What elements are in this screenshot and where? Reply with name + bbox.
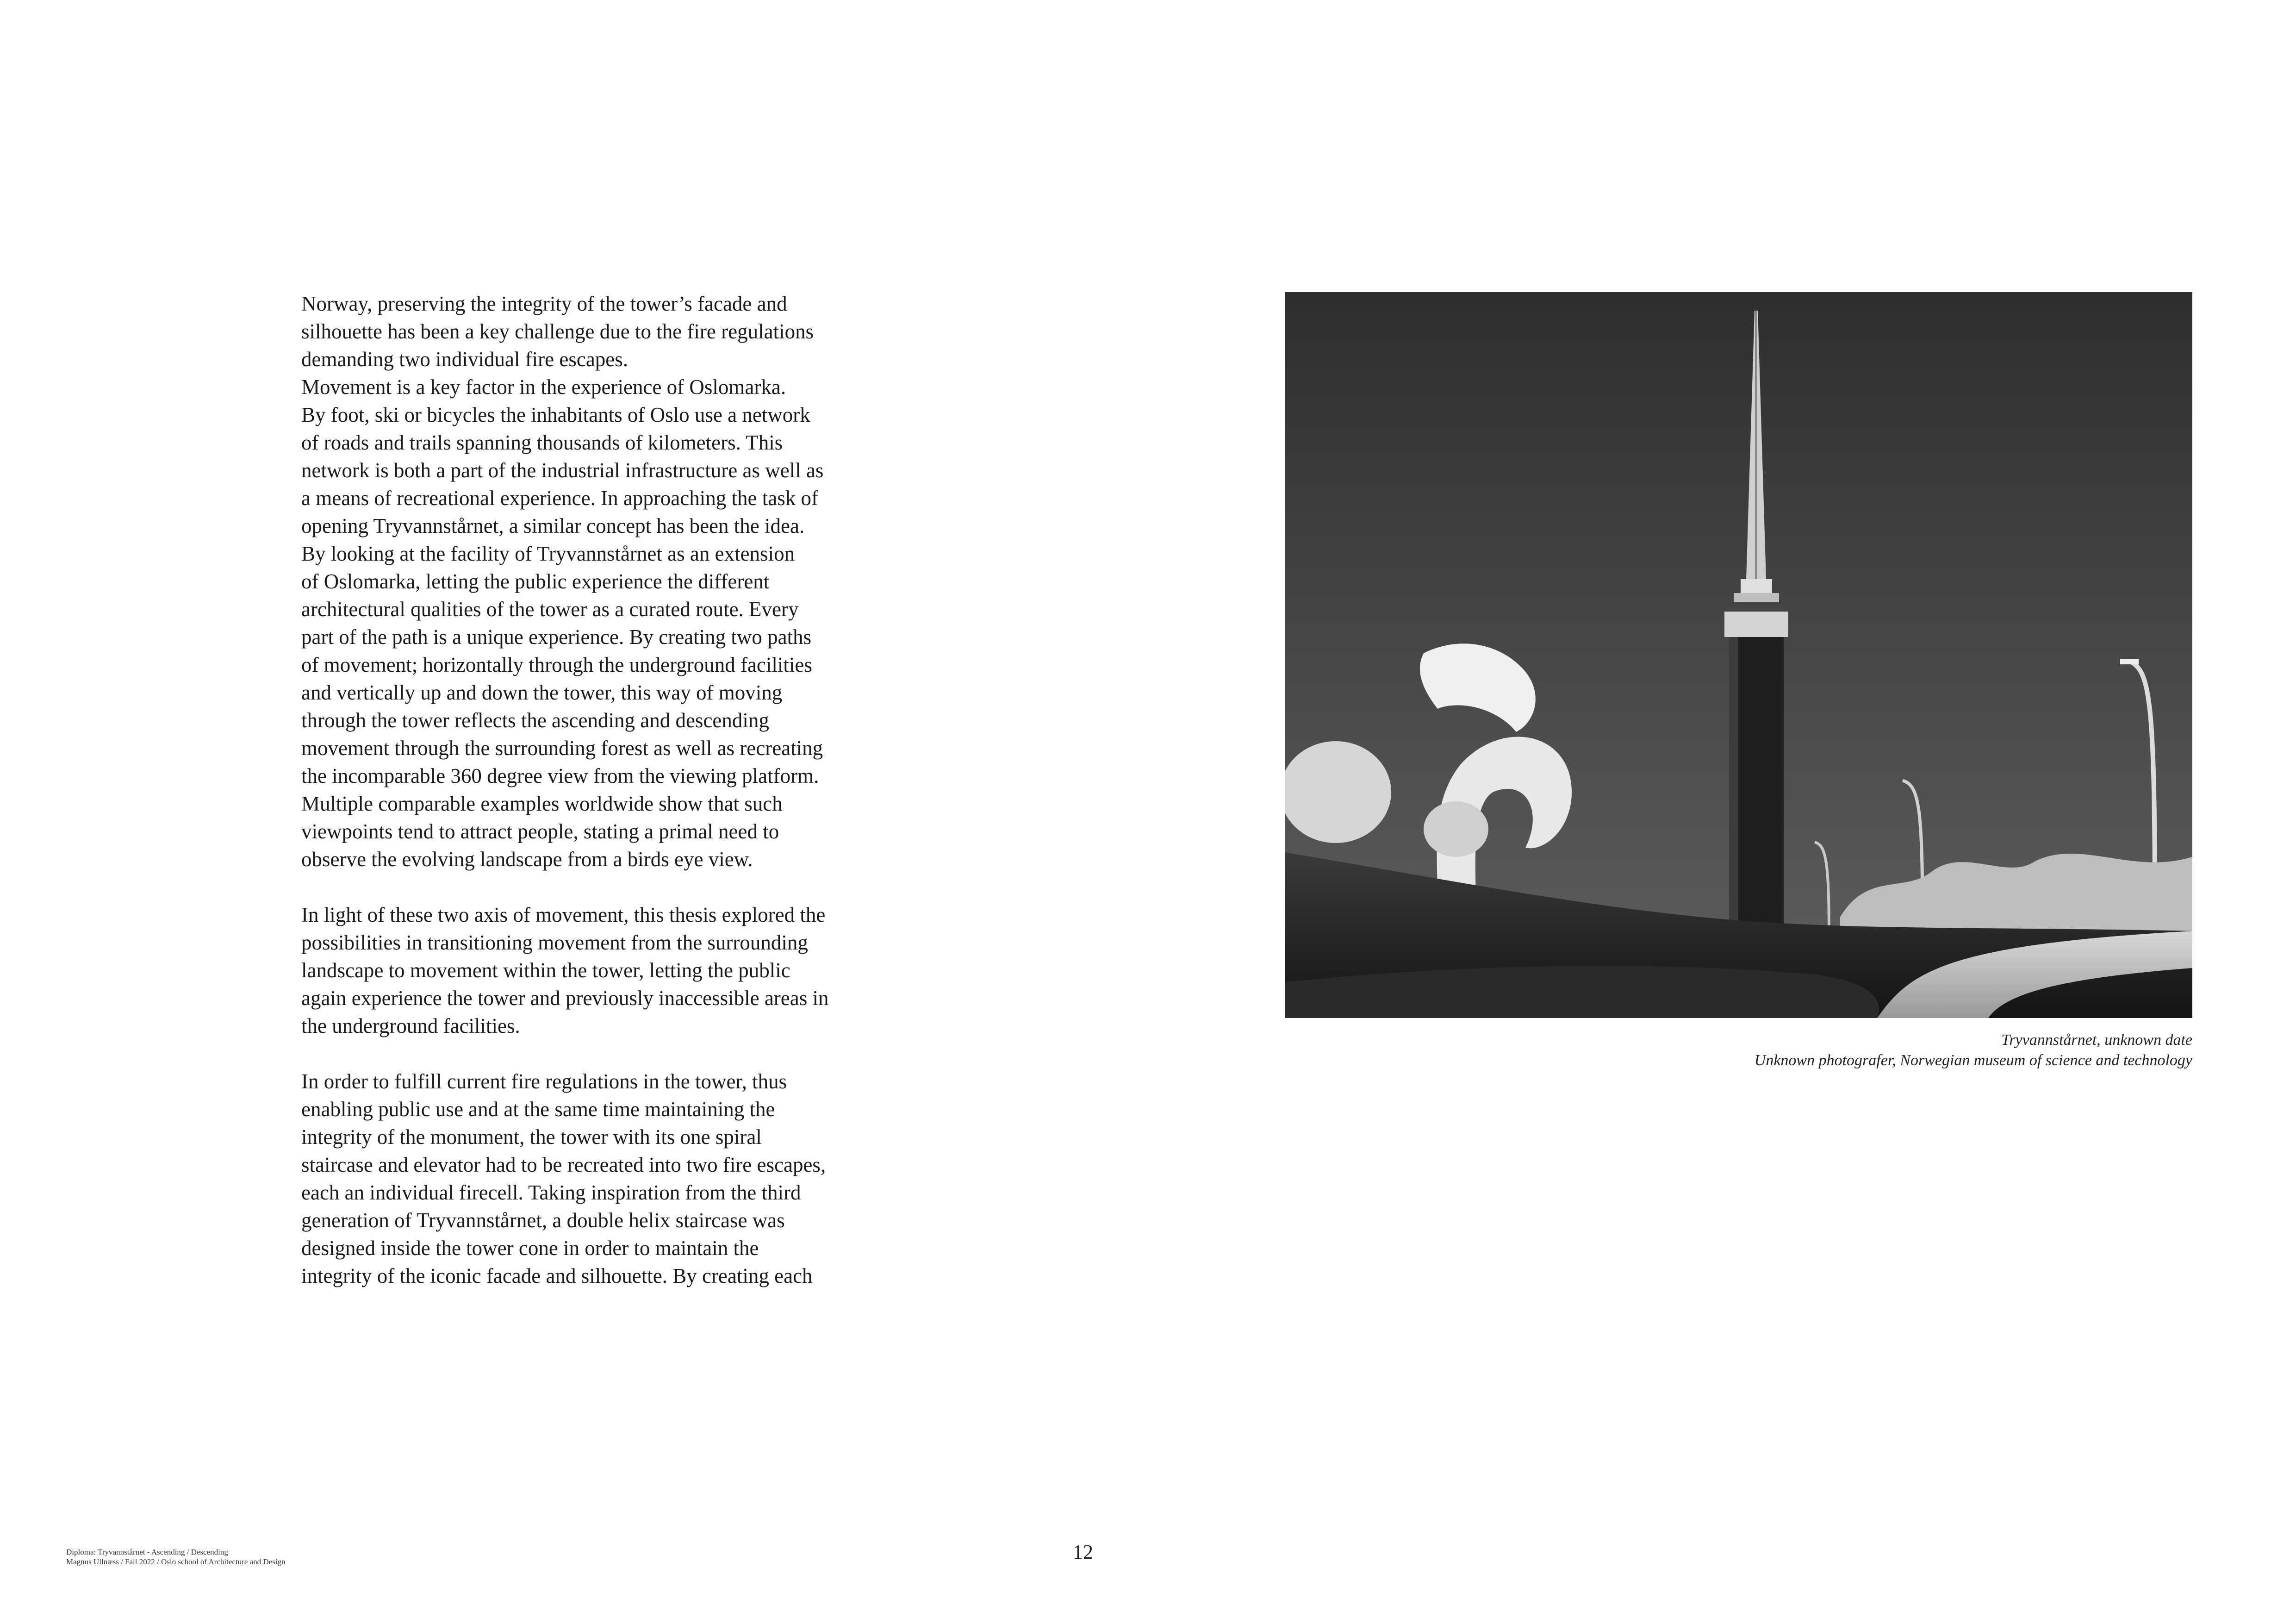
- body-text-column: [301, 290, 880, 1318]
- caption-credit: Unknown photografer, Norwegian museum of science and technology: [1754, 1052, 2192, 1069]
- body-paragraph-3: In order to fulfill current fire regulations in the tower, thus enabling public use and at the same time maintaining the integrity of the monument, the tower with its one spiral staircase and elevator had to be recreated into two fire escapes, each an individual firecell. Taking inspiration from the third generation of Tryvannstårnet, a double helix staircase was designed inside the tower cone in order to maintain the integrity of the iconic facade and silhouette. By creating each: [301, 1070, 826, 1287]
- body-paragraph-1: Norway, preserving the integrity of the tower’s facade and silhouette has been a key challenge due to the fire regulations demanding two individual fire escapes. Movement is a key factor in the experience of Oslomarka. By foot, ski or bicycles the inhabitants of Oslo use a network of roads and trails spanning thousands of kilometers. This network is both a part of the industrial infrastructure as well as a means of recreational experience. In approaching the task of opening Tryvannstårnet, a similar concept has been the idea. By looking at the facility of Tryvannstårnet as an extension of Oslomarka, letting the public experience the different architectural qualities of the tower as a curated route. Every part of the path is a unique experience. By creating two paths of movement; horizontally through the underground facilities and vertically up and down the tower, this way of moving through the tower reflects the ascending and descending movement through the surrounding forest as well as recreating the incomparable 360 degree view from the viewing platform. Multiple comparable examples worldwide show that such viewpoints tend to attract people, stating a primal need to observe the evolving landscape from a birds eye view.: [301, 292, 824, 871]
- footer-project-title: Diploma: Tryvannstårnet - Ascending / Descending: [66, 1548, 228, 1556]
- tower-photo-illustration: [1285, 292, 2192, 1018]
- footer-author-info: Magnus Ullnæss / Fall 2022 / Oslo school of Architecture and Design: [66, 1557, 286, 1566]
- page-footer: [66, 1547, 286, 1567]
- photo-caption: [1452, 1030, 2192, 1071]
- page-number: 12: [1073, 1541, 1093, 1563]
- body-paragraph-2: In light of these two axis of movement, this thesis explored the possibilities in transitioning movement from the surrounding landscape to movement within the tower, letting the public again experience the tower and previously inaccessible areas in the underground facilities.: [301, 903, 829, 1037]
- caption-title: Tryvannstårnet, unknown date: [2001, 1031, 2192, 1049]
- tower-photograph: [1285, 292, 2192, 1018]
